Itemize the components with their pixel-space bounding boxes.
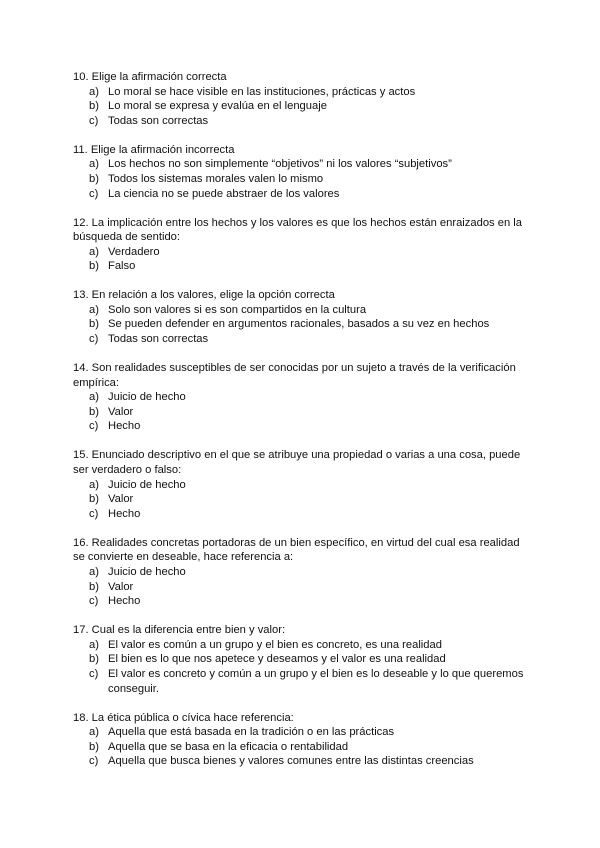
answer-option: [73, 492, 533, 507]
question-text: 18. La ética pública o cívica hace referencia:: [73, 711, 294, 724]
answer-options: [73, 390, 533, 434]
answer-option: [73, 740, 533, 755]
answer-option: [73, 317, 533, 332]
answer-option: [73, 303, 533, 318]
answer-option: [73, 157, 533, 172]
option-letter: a): [89, 303, 99, 316]
option-text: El bien es lo que nos apetece y deseamos y el valor es una realidad: [108, 653, 446, 666]
question-11: [73, 143, 533, 201]
question-15: [73, 448, 533, 521]
answer-option: [73, 390, 533, 405]
answer-options: [73, 725, 533, 769]
option-letter: c): [89, 667, 99, 680]
question-text: 13. En relación a los valores, elige la opción correcta: [73, 289, 335, 302]
answer-option: [73, 187, 533, 202]
answer-option: [73, 478, 533, 493]
answer-option: [73, 419, 533, 434]
option-letter: b): [89, 172, 99, 185]
question-17: [73, 623, 533, 696]
answer-option: [73, 245, 533, 260]
option-text: Juicio de hecho: [108, 565, 186, 578]
option-letter: a): [89, 638, 99, 651]
option-text: Valor: [108, 580, 134, 593]
option-text: Hecho: [108, 420, 141, 433]
option-letter: b): [89, 260, 99, 273]
option-text: La ciencia no se puede abstraer de los valores: [108, 187, 340, 200]
question-text: 15. Enunciado descriptivo en el que se atribuye una propiedad o varias a una cosa, puede ser verdadero o falso:: [73, 449, 521, 477]
answer-option: [73, 594, 533, 609]
answer-option: [73, 754, 533, 769]
answer-option: [73, 114, 533, 129]
option-text: Hecho: [108, 507, 141, 520]
answer-option: [73, 667, 533, 696]
option-text: El valor es concreto y común a un grupo y el bien es lo deseable y lo que queremos conseguir.: [108, 667, 524, 695]
option-text: Hecho: [108, 595, 141, 608]
option-letter: c): [89, 420, 99, 433]
answer-option: [73, 507, 533, 522]
question-12: [73, 216, 533, 274]
question-text: 17. Cual es la diferencia entre bien y valor:: [73, 624, 286, 637]
option-text: Aquella que está basada en la tradición o en las prácticas: [108, 726, 395, 739]
option-letter: c): [89, 595, 99, 608]
question-18: [73, 711, 533, 769]
option-letter: b): [89, 493, 99, 506]
option-text: Falso: [108, 260, 136, 273]
option-letter: a): [89, 391, 99, 404]
option-text: Lo moral se hace visible en las instituciones, prácticas y actos: [108, 85, 416, 98]
option-letter: a): [89, 158, 99, 171]
option-letter: a): [89, 245, 99, 258]
answer-option: [73, 332, 533, 347]
question-text: 12. La implicación entre los hechos y los valores es que los hechos están enraizados en la búsqueda de sentido:: [73, 216, 523, 244]
answer-options: [73, 157, 533, 201]
question-list: [73, 70, 533, 769]
answer-options: [73, 245, 533, 274]
option-text: Aquella que se basa en la eficacia o rentabilidad: [108, 740, 349, 753]
answer-options: [73, 303, 533, 347]
question-text: 11. Elige la afirmación incorrecta: [73, 143, 235, 156]
option-text: Todas son correctas: [108, 114, 209, 127]
answer-options: [73, 85, 533, 129]
option-text: Solo son valores si es son compartidos en la cultura: [108, 303, 367, 316]
answer-option: [73, 725, 533, 740]
question-text: 14. Son realidades susceptibles de ser conocidas por un sujeto a través de la verificación empírica:: [73, 362, 516, 389]
answer-option: [73, 172, 533, 187]
answer-options: [73, 478, 533, 522]
option-text: Verdadero: [108, 245, 160, 258]
option-letter: c): [89, 114, 99, 127]
answer-options: [73, 565, 533, 609]
option-text: El valor es común a un grupo y el bien es concreto, es una realidad: [108, 638, 442, 651]
option-text: Todas son correctas: [108, 333, 209, 346]
option-letter: b): [89, 100, 99, 113]
question-text: 16. Realidades concretas portadoras de un bien específico, en virtud del cual esa realidad se convierte en deseable, hace referencia a:: [73, 536, 520, 564]
option-letter: a): [89, 85, 99, 98]
answer-option: [73, 259, 533, 274]
answer-option: [73, 638, 533, 653]
option-letter: c): [89, 187, 99, 200]
option-letter: a): [89, 726, 99, 739]
answer-option: [73, 580, 533, 595]
question-text: 10. Elige la afirmación correcta: [73, 71, 227, 83]
option-letter: a): [89, 565, 99, 578]
option-letter: b): [89, 653, 99, 666]
question-10: [73, 70, 533, 128]
answer-option: [73, 85, 533, 100]
answer-option: [73, 565, 533, 580]
option-text: Los hechos no son simplemente “objetivos” ni los valores “subjetivos”: [108, 158, 452, 171]
option-text: Juicio de hecho: [108, 478, 186, 491]
answer-option: [73, 99, 533, 114]
question-14: [73, 361, 533, 434]
option-text: Valor: [108, 493, 134, 506]
option-text: Valor: [108, 405, 134, 418]
answer-option: [73, 405, 533, 420]
option-letter: a): [89, 478, 99, 491]
option-text: Lo moral se expresa y evalúa en el lenguaje: [108, 100, 327, 113]
option-letter: c): [89, 333, 99, 346]
option-text: Juicio de hecho: [108, 391, 186, 404]
option-letter: c): [89, 755, 99, 768]
question-13: [73, 288, 533, 346]
answer-options: [73, 638, 533, 696]
option-text: Todos los sistemas morales valen lo mismo: [108, 172, 324, 185]
option-letter: b): [89, 580, 99, 593]
question-16: [73, 536, 533, 609]
option-letter: b): [89, 740, 99, 753]
option-letter: b): [89, 405, 99, 418]
option-letter: c): [89, 507, 99, 520]
option-letter: b): [89, 318, 99, 331]
option-text: Se pueden defender en argumentos racionales, basados a su vez en hechos: [108, 318, 490, 331]
option-text: Aquella que busca bienes y valores comunes entre las distintas creencias: [108, 755, 474, 768]
answer-option: [73, 652, 533, 667]
